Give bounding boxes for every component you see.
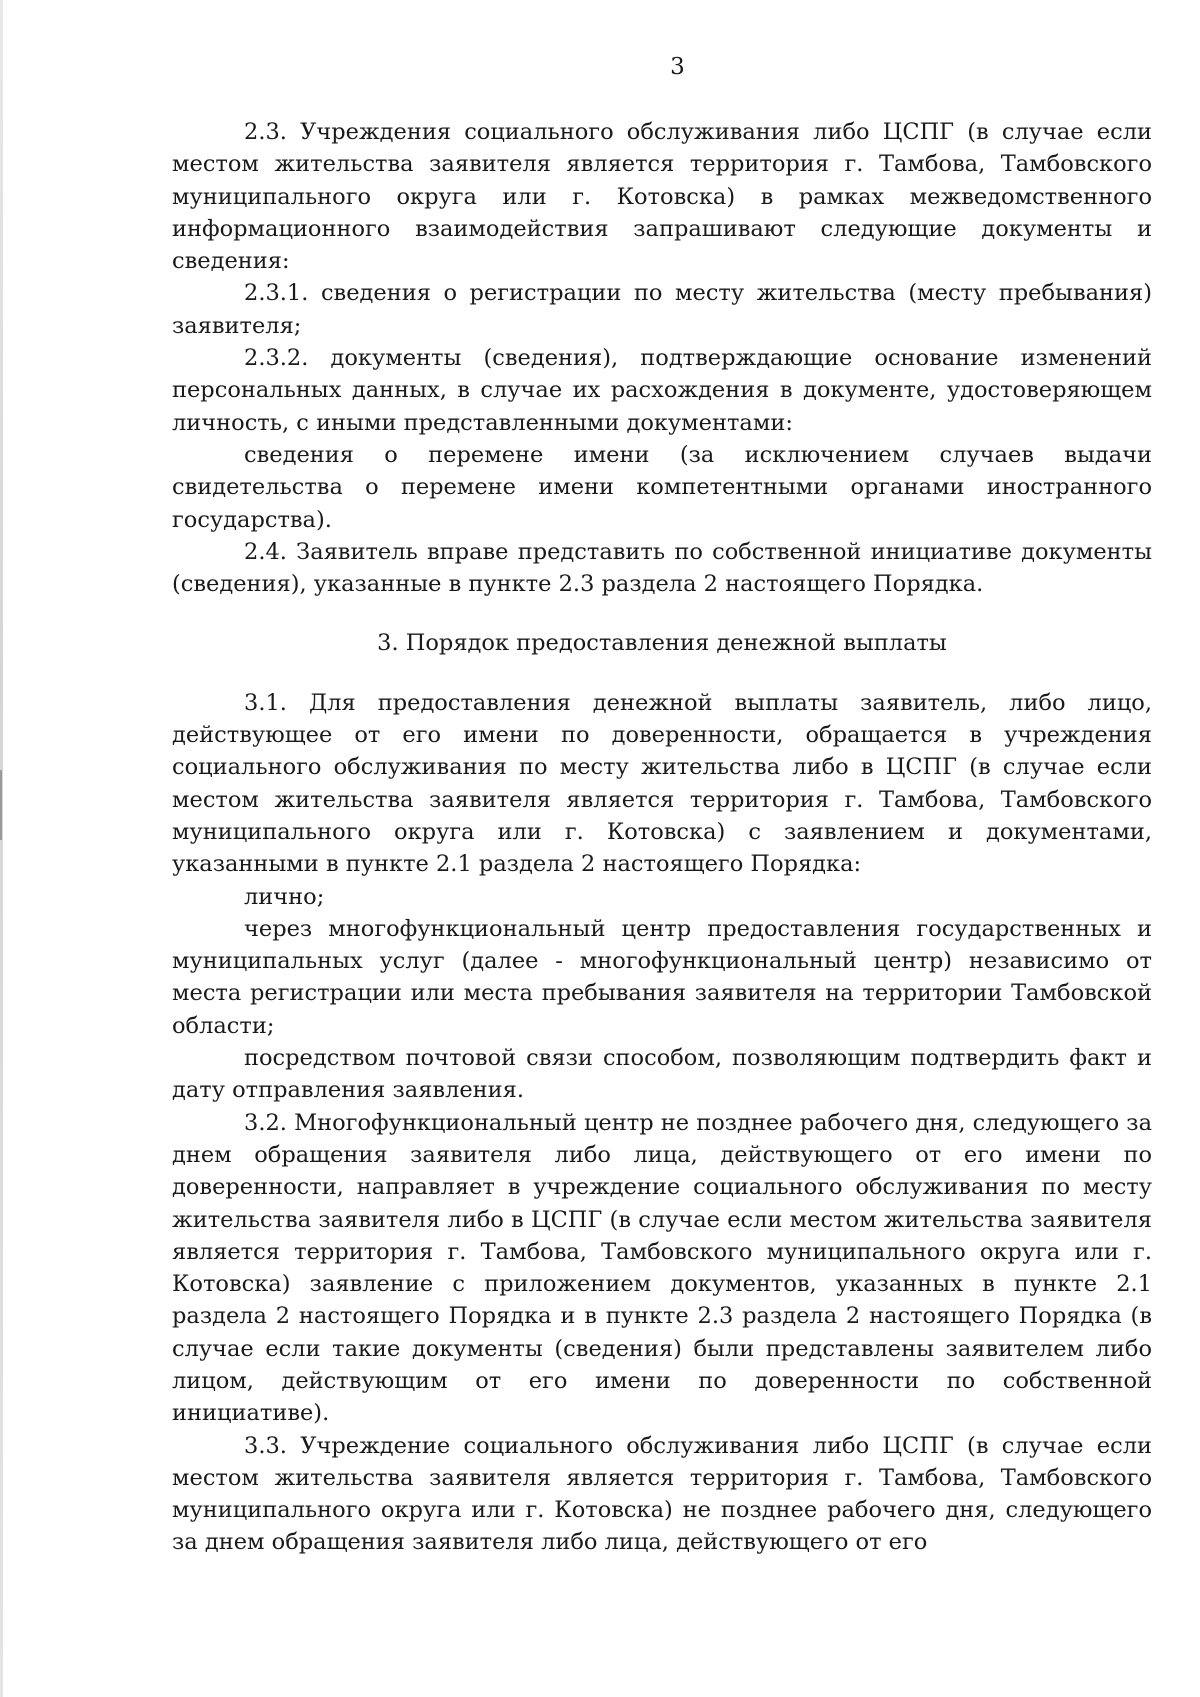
- paragraph-3-3: 3.3. Учреждение социального обслуживания либо ЦСПГ (в случае если местом жительства заявителя является территория г. Тамбова, Тамбовского муниципального округа или г. Котовска) не позднее рабочего дня, следующего за днем обращения заявителя либо лица, действующего от его: [172, 1432, 1152, 1556]
- paragraph-2-3: 2.3. Учреждения социального обслуживания либо ЦСПГ (в случае если местом жительства заявителя является территория г. Тамбова, Тамбовского муниципального округа или г. Котовска) в рамках межведомственного информационного взаимодействия запрашивают следующие документы и сведения:: [172, 119, 1152, 275]
- paragraph-2-3-2: 2.3.2. документы (сведения), подтверждающие основание изменений персональных данных, в случае их расхождения в документе, удостоверяющем личность, с иными представленными документами:: [172, 345, 1152, 436]
- paragraph-post: посредством почтовой связи способом, позволяющим подтвердить факт и дату отправления заявления.: [172, 1045, 1152, 1104]
- paragraph-3-1: 3.1. Для предоставления денежной выплаты заявитель, либо лицо, действующее от его имени по доверенности, обращается в учреждения социального обслуживания по месту жительства либо в ЦСПГ (в случае если местом жительства заявителя является территория г. Тамбова, Тамбовского муниципального округа или г. Котовска) с заявлением и документами, указанными в пункте 2.1 раздела 2 настоящего Порядка:: [172, 689, 1152, 878]
- paragraph-name-change: сведения о перемене имени (за исключением случаев выдачи свидетельства о перемене имени компетентными органами иностранного государства).: [172, 441, 1152, 533]
- paragraph-mfc: через многофункциональный центр предоставления государственных и муниципальных услуг (далее - многофункциональный центр) независимо от места регистрации или места пребывания заявителя на территории Тамбовской области;: [172, 915, 1152, 1039]
- paragraph-2-4: 2.4. Заявитель вправе представить по собственной инициативе документы (сведения), указанные в пункте 2.3 раздела 2 настоящего Порядка.: [172, 538, 1152, 598]
- paragraph-3-2: 3.2. Многофункциональный центр не позднее рабочего дня, следующего за днем обращения заявителя либо лица, действующего от его имени по доверенности, направляет в учреждение социального обслуживания по месту жительства заявителя либо в ЦСПГ (в случае если местом жительства заявителя является территория г. Тамбова, Тамбовского муниципального округа или г. Котовска) заявление с приложением документов, указанных в пункте 2.1 раздела 2 настоящего Порядка и в пункте 2.3 раздела 2 настоящего Порядка (в случае если такие документы (сведения) были представлены заявителем либо лицом, действующим от его имени по доверенности по собственной инициативе).: [172, 1109, 1152, 1427]
- scan-mark: [0, 770, 2, 840]
- scan-edge: [0, 0, 3, 1697]
- document-body: [172, 116, 1152, 1559]
- paragraph-2-3-1: 2.3.1. сведения о регистрации по месту жительства (месту пребывания) заявителя;: [172, 280, 1152, 339]
- page-number: 3: [670, 54, 685, 80]
- paragraph-in-person: лично;: [244, 883, 325, 910]
- section-heading: 3. Порядок предоставления денежной выплаты: [377, 630, 947, 657]
